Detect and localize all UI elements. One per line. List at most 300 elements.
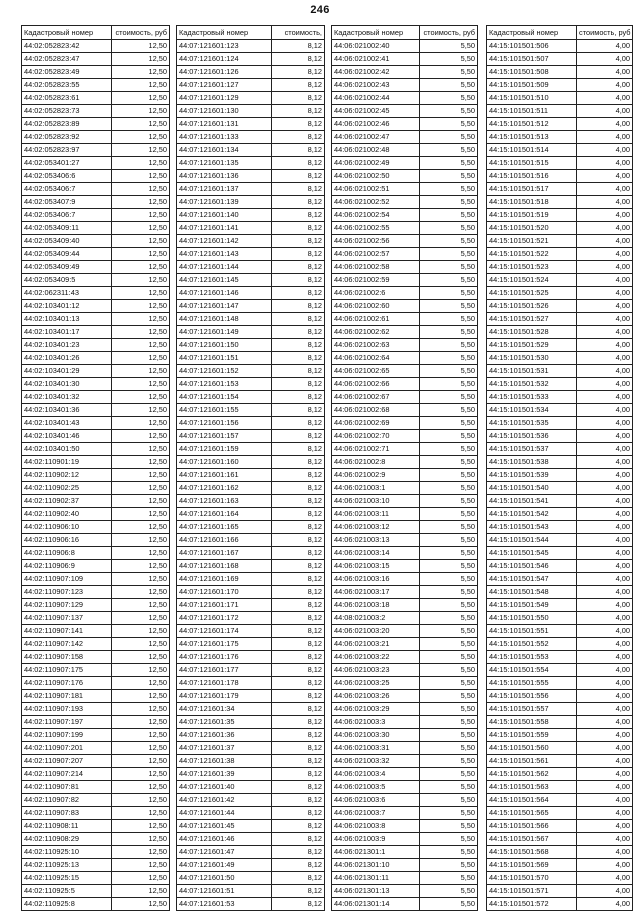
cadastral-number-cell: 44:06:021002:54 — [332, 209, 420, 222]
cadastral-number-cell: 44:07:121601:155 — [177, 404, 272, 417]
cost-cell: 4,00 — [577, 690, 633, 703]
cost-cell: 4,00 — [577, 547, 633, 560]
table-row — [332, 287, 478, 300]
table-row — [22, 326, 170, 339]
cost-cell: 12,50 — [112, 339, 170, 352]
table-row — [487, 79, 633, 92]
cadastral-number-cell: 44:06:021003:32 — [332, 755, 420, 768]
cadastral-number-cell: 44:06:021002:71 — [332, 443, 420, 456]
header-cost: стоимость, руб — [577, 26, 633, 40]
table-row — [177, 144, 325, 157]
cost-cell: 12,50 — [112, 794, 170, 807]
cadastral-number-cell: 44:15:101501:572 — [487, 898, 577, 911]
table-row — [332, 378, 478, 391]
table-row — [22, 443, 170, 456]
cost-cell: 8,12 — [272, 404, 325, 417]
cadastral-number-cell: 44:06:021003:18 — [332, 599, 420, 612]
cost-cell: 8,12 — [272, 586, 325, 599]
table-row — [177, 521, 325, 534]
cost-cell: 12,50 — [112, 53, 170, 66]
table-row — [22, 235, 170, 248]
cost-cell: 5,50 — [420, 183, 478, 196]
cost-cell: 12,50 — [112, 391, 170, 404]
table-row — [332, 781, 478, 794]
table-row — [487, 196, 633, 209]
table-row — [487, 40, 633, 53]
table-row — [332, 547, 478, 560]
cost-cell: 8,12 — [272, 599, 325, 612]
table-row — [332, 742, 478, 755]
cadastral-number-cell: 44:02:110907:81 — [22, 781, 112, 794]
cadastral-number-cell: 44:07:121601:164 — [177, 508, 272, 521]
cadastral-number-cell: 44:15:101501:555 — [487, 677, 577, 690]
cost-cell: 5,50 — [420, 248, 478, 261]
cadastral-number-cell: 44:15:101501:511 — [487, 105, 577, 118]
cost-cell: 4,00 — [577, 755, 633, 768]
header-cost: стоимость, руб — [420, 26, 478, 40]
cost-cell: 8,12 — [272, 885, 325, 898]
cost-cell: 12,50 — [112, 742, 170, 755]
cost-cell: 8,12 — [272, 729, 325, 742]
cost-cell: 8,12 — [272, 547, 325, 560]
table-row — [332, 508, 478, 521]
cost-cell: 4,00 — [577, 638, 633, 651]
table-row — [487, 456, 633, 469]
cost-cell: 8,12 — [272, 248, 325, 261]
cost-cell: 12,50 — [112, 521, 170, 534]
table-row — [177, 547, 325, 560]
cost-cell: 4,00 — [577, 820, 633, 833]
cadastral-number-cell: 44:02:110902:25 — [22, 482, 112, 495]
cadastral-number-cell: 44:06:021301:1 — [332, 846, 420, 859]
table-row — [177, 391, 325, 404]
table-row — [177, 833, 325, 846]
cost-cell: 5,50 — [420, 53, 478, 66]
table-row — [22, 508, 170, 521]
cadastral-number-cell: 44:15:101501:560 — [487, 742, 577, 755]
cadastral-number-cell: 44:06:021003:23 — [332, 664, 420, 677]
cadastral-number-cell: 44:15:101501:514 — [487, 144, 577, 157]
cadastral-number-cell: 44:15:101501:539 — [487, 469, 577, 482]
cadastral-number-cell: 44:06:021002:62 — [332, 326, 420, 339]
table-row — [177, 222, 325, 235]
cost-cell: 5,50 — [420, 664, 478, 677]
cost-cell: 4,00 — [577, 196, 633, 209]
cost-cell: 12,50 — [112, 40, 170, 53]
cadastral-number-cell: 44:06:021003:16 — [332, 573, 420, 586]
table-row — [487, 326, 633, 339]
cadastral-number-cell: 44:07:121601:38 — [177, 755, 272, 768]
table-row — [22, 92, 170, 105]
cadastral-number-cell: 44:07:121601:160 — [177, 456, 272, 469]
cost-cell: 8,12 — [272, 716, 325, 729]
cadastral-number-cell: 44:02:052823:89 — [22, 118, 112, 131]
cost-cell: 4,00 — [577, 469, 633, 482]
cadastral-number-cell: 44:06:021002:47 — [332, 131, 420, 144]
cadastral-number-cell: 44:02:103401:13 — [22, 313, 112, 326]
cost-cell: 5,50 — [420, 794, 478, 807]
cost-cell: 5,50 — [420, 469, 478, 482]
cost-cell: 4,00 — [577, 651, 633, 664]
cost-cell: 12,50 — [112, 846, 170, 859]
cadastral-number-cell: 44:07:121601:126 — [177, 66, 272, 79]
table-row — [487, 638, 633, 651]
cost-cell: 12,50 — [112, 131, 170, 144]
cost-cell: 8,12 — [272, 235, 325, 248]
cadastral-number-cell: 44:06:021002:49 — [332, 157, 420, 170]
table-row — [332, 833, 478, 846]
table-row — [22, 313, 170, 326]
cadastral-number-cell: 44:07:121601:168 — [177, 560, 272, 573]
cost-cell: 4,00 — [577, 664, 633, 677]
cadastral-number-cell: 44:06:021003:15 — [332, 560, 420, 573]
cadastral-number-cell: 44:07:121601:166 — [177, 534, 272, 547]
table-row — [22, 118, 170, 131]
cost-cell: 4,00 — [577, 222, 633, 235]
cadastral-number-cell: 44:02:052823:49 — [22, 66, 112, 79]
cost-cell: 12,50 — [112, 443, 170, 456]
table-row — [487, 573, 633, 586]
cadastral-number-cell: 44:02:110907:137 — [22, 612, 112, 625]
cost-cell: 8,12 — [272, 794, 325, 807]
cadastral-number-cell: 44:15:101501:551 — [487, 625, 577, 638]
table-row — [177, 53, 325, 66]
cadastre-table-1 — [21, 25, 170, 911]
cadastral-number-cell: 44:06:021002:45 — [332, 105, 420, 118]
table-row — [177, 287, 325, 300]
cadastral-number-cell: 44:07:121601:53 — [177, 898, 272, 911]
cadastral-number-cell: 44:07:121601:151 — [177, 352, 272, 365]
cost-cell: 5,50 — [420, 118, 478, 131]
table-row — [177, 300, 325, 313]
cost-cell: 8,12 — [272, 573, 325, 586]
table-row — [487, 729, 633, 742]
table-row — [332, 560, 478, 573]
table-row — [177, 625, 325, 638]
table-row — [332, 716, 478, 729]
cadastral-number-cell: 44:15:101501:566 — [487, 820, 577, 833]
table-row — [177, 677, 325, 690]
cadastral-number-cell: 44:06:021003:5 — [332, 781, 420, 794]
table-row — [332, 807, 478, 820]
cadastral-number-cell: 44:07:121601:40 — [177, 781, 272, 794]
table-row — [177, 404, 325, 417]
cost-cell: 12,50 — [112, 677, 170, 690]
cadastral-number-cell: 44:07:121601:36 — [177, 729, 272, 742]
cost-cell: 12,50 — [112, 768, 170, 781]
table-row — [487, 508, 633, 521]
cadastral-number-cell: 44:07:121601:35 — [177, 716, 272, 729]
table-row — [332, 209, 478, 222]
table-row — [332, 339, 478, 352]
cadastral-number-cell: 44:02:053409:44 — [22, 248, 112, 261]
cadastral-number-cell: 44:06:021003:4 — [332, 768, 420, 781]
cost-cell: 12,50 — [112, 547, 170, 560]
cadastral-number-cell: 44:15:101501:567 — [487, 833, 577, 846]
cost-cell: 12,50 — [112, 235, 170, 248]
table-row — [22, 53, 170, 66]
cadastral-number-cell: 44:15:101501:570 — [487, 872, 577, 885]
cost-cell: 5,50 — [420, 222, 478, 235]
cadastral-number-cell: 44:02:110907:141 — [22, 625, 112, 638]
cost-cell: 4,00 — [577, 300, 633, 313]
cadastral-number-cell: 44:02:110902:40 — [22, 508, 112, 521]
cost-cell: 8,12 — [272, 391, 325, 404]
cost-cell: 4,00 — [577, 534, 633, 547]
cadastral-number-cell: 44:15:101501:547 — [487, 573, 577, 586]
cost-cell: 4,00 — [577, 729, 633, 742]
cadastral-number-cell: 44:15:101501:515 — [487, 157, 577, 170]
cadastral-number-cell: 44:06:021002:44 — [332, 92, 420, 105]
table-row — [22, 183, 170, 196]
table-row — [22, 690, 170, 703]
cost-cell: 4,00 — [577, 599, 633, 612]
cadastral-number-cell: 44:02:053407:9 — [22, 196, 112, 209]
cadastral-number-cell: 44:06:021002:59 — [332, 274, 420, 287]
table-row — [487, 352, 633, 365]
cost-cell: 8,12 — [272, 807, 325, 820]
cost-cell: 8,12 — [272, 651, 325, 664]
table-row — [332, 183, 478, 196]
cadastral-number-cell: 44:07:121601:176 — [177, 651, 272, 664]
cadastral-number-cell: 44:15:101501:569 — [487, 859, 577, 872]
table-row — [487, 560, 633, 573]
cost-cell: 4,00 — [577, 768, 633, 781]
cadastral-number-cell: 44:06:021002:55 — [332, 222, 420, 235]
table-row — [177, 157, 325, 170]
cadastral-number-cell: 44:15:101501:520 — [487, 222, 577, 235]
cost-cell: 12,50 — [112, 807, 170, 820]
cost-cell: 8,12 — [272, 521, 325, 534]
table-row — [177, 326, 325, 339]
cadastral-number-cell: 44:15:101501:561 — [487, 755, 577, 768]
table-row — [487, 768, 633, 781]
cost-cell: 5,50 — [420, 677, 478, 690]
cadastral-number-cell: 44:15:101501:546 — [487, 560, 577, 573]
cost-cell: 8,12 — [272, 768, 325, 781]
cadastral-number-cell: 44:07:121601:159 — [177, 443, 272, 456]
cost-cell: 5,50 — [420, 521, 478, 534]
cadastral-number-cell: 44:15:101501:535 — [487, 417, 577, 430]
cost-cell: 5,50 — [420, 729, 478, 742]
table-row — [487, 261, 633, 274]
cadastral-number-cell: 44:07:121601:170 — [177, 586, 272, 599]
table-row — [22, 846, 170, 859]
cost-cell: 5,50 — [420, 625, 478, 638]
table-row — [22, 157, 170, 170]
cadastral-number-cell: 44:06:021002:57 — [332, 248, 420, 261]
cadastral-number-cell: 44:06:021003:7 — [332, 807, 420, 820]
cost-cell: 5,50 — [420, 586, 478, 599]
cost-cell: 8,12 — [272, 144, 325, 157]
table-row — [332, 118, 478, 131]
cadastral-number-cell: 44:02:053409:5 — [22, 274, 112, 287]
cadastral-number-cell: 44:02:110925:10 — [22, 846, 112, 859]
cost-cell: 8,12 — [272, 118, 325, 131]
cadastral-number-cell: 44:02:110908:29 — [22, 833, 112, 846]
table-row — [487, 378, 633, 391]
cost-cell: 5,50 — [420, 430, 478, 443]
cost-cell: 12,50 — [112, 898, 170, 911]
cadastral-number-cell: 44:06:021002:61 — [332, 313, 420, 326]
header-number: Кадастровый номер — [22, 26, 112, 40]
table-row — [487, 248, 633, 261]
cadastral-number-cell: 44:15:101501:558 — [487, 716, 577, 729]
table-row — [177, 807, 325, 820]
cost-cell: 12,50 — [112, 612, 170, 625]
table-row — [487, 92, 633, 105]
table-row — [177, 131, 325, 144]
cadastral-number-cell: 44:07:121601:129 — [177, 92, 272, 105]
cadastral-number-cell: 44:06:021003:11 — [332, 508, 420, 521]
table-row — [487, 534, 633, 547]
cost-cell: 5,50 — [420, 339, 478, 352]
cadastral-number-cell: 44:15:101501:528 — [487, 326, 577, 339]
table-row — [487, 872, 633, 885]
cadastral-number-cell: 44:15:101501:513 — [487, 131, 577, 144]
cadastral-number-cell: 44:06:021002:43 — [332, 79, 420, 92]
cadastral-number-cell: 44:07:121601:34 — [177, 703, 272, 716]
table-row — [22, 209, 170, 222]
cost-cell: 4,00 — [577, 378, 633, 391]
table-row — [177, 651, 325, 664]
table-row — [332, 859, 478, 872]
table-row — [487, 300, 633, 313]
table-row — [487, 404, 633, 417]
cost-cell: 5,50 — [420, 872, 478, 885]
cadastral-number-cell: 44:15:101501:563 — [487, 781, 577, 794]
cadastral-number-cell: 44:15:101501:550 — [487, 612, 577, 625]
table-row — [177, 690, 325, 703]
cost-cell: 12,50 — [112, 820, 170, 833]
cadastral-number-cell: 44:02:103401:46 — [22, 430, 112, 443]
cost-cell: 12,50 — [112, 365, 170, 378]
cost-cell: 4,00 — [577, 807, 633, 820]
table-row — [177, 469, 325, 482]
cost-cell: 5,50 — [420, 508, 478, 521]
table-row — [332, 131, 478, 144]
cadastral-number-cell: 44:06:021003:22 — [332, 651, 420, 664]
cost-cell: 12,50 — [112, 183, 170, 196]
table-row — [177, 339, 325, 352]
table-row — [22, 872, 170, 885]
cadastral-number-cell: 44:06:021301:10 — [332, 859, 420, 872]
cost-cell: 12,50 — [112, 144, 170, 157]
cadastral-number-cell: 44:07:121601:165 — [177, 521, 272, 534]
cost-cell: 4,00 — [577, 170, 633, 183]
cadastral-number-cell: 44:06:021301:13 — [332, 885, 420, 898]
table-row — [22, 716, 170, 729]
cost-cell: 12,50 — [112, 378, 170, 391]
table-row — [22, 40, 170, 53]
cost-cell: 5,50 — [420, 144, 478, 157]
header-number: Кадастровый номер — [487, 26, 577, 40]
cadastral-number-cell: 44:07:121601:179 — [177, 690, 272, 703]
cadastral-number-cell: 44:02:103401:43 — [22, 417, 112, 430]
table-row — [487, 651, 633, 664]
cost-cell: 8,12 — [272, 40, 325, 53]
table-row — [22, 170, 170, 183]
table-row — [332, 92, 478, 105]
cadastral-number-cell: 44:02:110907:109 — [22, 573, 112, 586]
table-row — [332, 352, 478, 365]
cost-cell: 12,50 — [112, 729, 170, 742]
cost-cell: 4,00 — [577, 248, 633, 261]
cost-cell: 8,12 — [272, 170, 325, 183]
table-row — [487, 222, 633, 235]
table-row — [22, 404, 170, 417]
cost-cell: 12,50 — [112, 300, 170, 313]
cadastral-number-cell: 44:07:121601:153 — [177, 378, 272, 391]
cadastral-number-cell: 44:15:101501:544 — [487, 534, 577, 547]
cost-cell: 4,00 — [577, 313, 633, 326]
table-row — [332, 573, 478, 586]
table-row — [22, 144, 170, 157]
table-row — [22, 625, 170, 638]
cadastral-number-cell: 44:15:101501:559 — [487, 729, 577, 742]
table-row — [177, 898, 325, 911]
cost-cell: 5,50 — [420, 859, 478, 872]
table-row — [177, 495, 325, 508]
cadastral-number-cell: 44:06:021003:3 — [332, 716, 420, 729]
cost-cell: 8,12 — [272, 872, 325, 885]
cadastral-number-cell: 44:07:121601:124 — [177, 53, 272, 66]
cost-cell: 4,00 — [577, 482, 633, 495]
cadastral-number-cell: 44:15:101501:571 — [487, 885, 577, 898]
cadastral-number-cell: 44:06:021002:51 — [332, 183, 420, 196]
cadastral-number-cell: 44:06:021002:70 — [332, 430, 420, 443]
cadastral-number-cell: 44:06:021002:9 — [332, 469, 420, 482]
table-row — [177, 560, 325, 573]
cost-cell: 4,00 — [577, 508, 633, 521]
cost-cell: 12,50 — [112, 274, 170, 287]
table-row — [22, 885, 170, 898]
cadastral-number-cell: 44:07:121601:139 — [177, 196, 272, 209]
cost-cell: 4,00 — [577, 898, 633, 911]
table-row — [487, 287, 633, 300]
cadastral-number-cell: 44:15:101501:541 — [487, 495, 577, 508]
cost-cell: 4,00 — [577, 183, 633, 196]
cost-cell: 8,12 — [272, 105, 325, 118]
cost-cell: 5,50 — [420, 599, 478, 612]
cadastral-number-cell: 44:15:101501:553 — [487, 651, 577, 664]
cost-cell: 8,12 — [272, 482, 325, 495]
cost-cell: 4,00 — [577, 859, 633, 872]
table-row — [22, 482, 170, 495]
cost-cell: 12,50 — [112, 261, 170, 274]
cadastral-number-cell: 44:15:101501:519 — [487, 209, 577, 222]
table-row — [487, 846, 633, 859]
cost-cell: 8,12 — [272, 495, 325, 508]
table-row — [487, 820, 633, 833]
cost-cell: 4,00 — [577, 131, 633, 144]
cadastral-number-cell: 44:02:110907:142 — [22, 638, 112, 651]
table-row — [332, 443, 478, 456]
cost-cell: 8,12 — [272, 755, 325, 768]
table-row — [177, 846, 325, 859]
cost-cell: 5,50 — [420, 365, 478, 378]
cadastral-number-cell: 44:15:101501:542 — [487, 508, 577, 521]
cadastral-number-cell: 44:02:110907:181 — [22, 690, 112, 703]
cost-cell: 4,00 — [577, 742, 633, 755]
cost-cell: 12,50 — [112, 430, 170, 443]
cost-cell: 5,50 — [420, 79, 478, 92]
cost-cell: 5,50 — [420, 807, 478, 820]
table-row — [332, 235, 478, 248]
table-row — [22, 586, 170, 599]
table-row — [22, 352, 170, 365]
cost-cell: 12,50 — [112, 92, 170, 105]
